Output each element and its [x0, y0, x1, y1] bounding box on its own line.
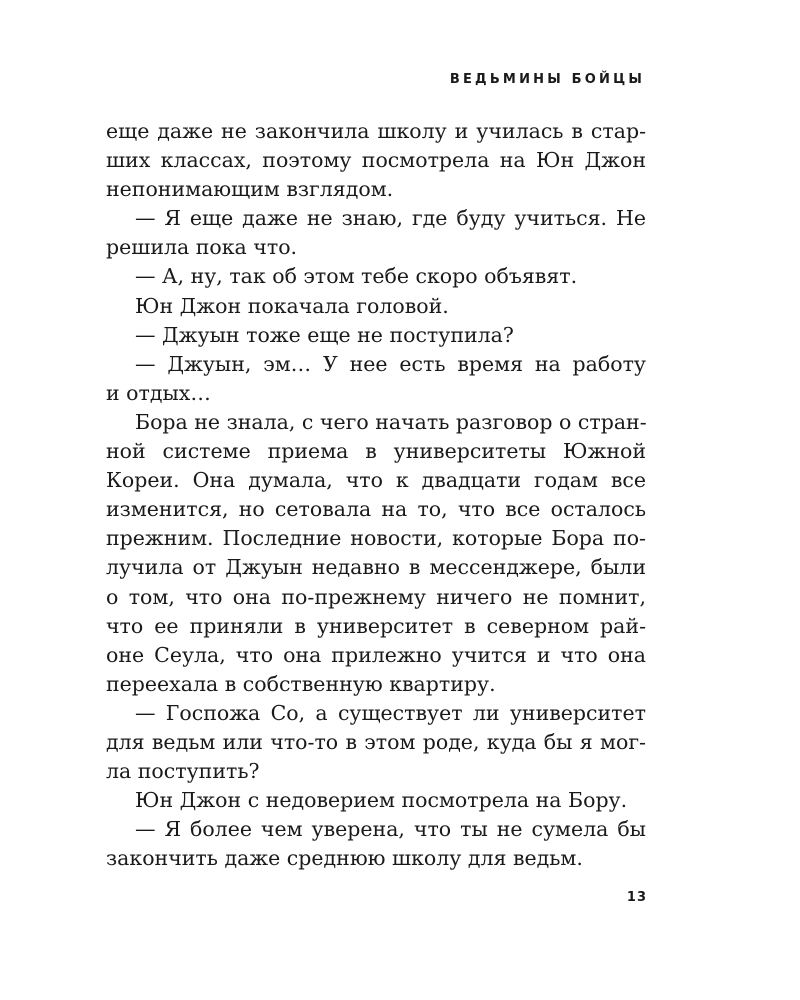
text-line: изменится, но сетовала на то, что все осталось [106, 497, 646, 522]
text-line: Юн Джон с недоверием посмотрела на Бору. [135, 788, 628, 813]
text-line: Юн Джон покачала головой. [135, 293, 449, 318]
text-line: решила пока что. [106, 235, 298, 260]
body-text [106, 117, 646, 873]
text-line: оне Сеула, что она прилежно учится и что она [106, 642, 646, 667]
text-line: — Я более чем уверена, что ты не сумела бы [135, 817, 646, 842]
text-line: — А, ну, так об этом тебе скоро объявят. [135, 264, 578, 289]
text-line: ла поступить? [106, 759, 260, 784]
text-line: — Я еще даже не знаю, где буду учиться. Не [135, 206, 646, 231]
text-line: еще даже не закончила школу и училась в стар- [106, 119, 646, 143]
text-line: для ведьм или что-то в этом роде, куда бы я мог- [106, 729, 646, 754]
text-line: переехала в собственную квартиру. [106, 671, 496, 696]
page-number: 13 [626, 890, 647, 905]
text-line: о том, что она по-прежнему ничего не помнит, [106, 584, 646, 609]
text-line: лучила от Джуын недавно в мессенджере, были [106, 555, 646, 580]
text-line: Бора не знала, с чего начать разговор о стран- [135, 409, 647, 434]
text-line: ших классах, поэтому посмотрела на Юн Джон [106, 148, 646, 173]
text-line: — Джуын тоже еще не поступила? [135, 322, 514, 347]
text-line: Кореи. Она думала, что к двадцати годам все [106, 468, 646, 493]
text-line: что ее приняли в университет в северном рай- [106, 613, 646, 638]
text-line: и отдых… [106, 380, 211, 405]
text-line: — Госпожа Со, а существует ли университет [135, 700, 646, 725]
text-line: — Джуын, эм… У нее есть время на работу [135, 351, 646, 376]
text-line: ной системе приема в университеты Южной [106, 439, 646, 464]
text-line: прежним. Последние новости, которые Бора по- [106, 526, 646, 551]
text-line: закончить даже среднюю школу для ведьм. [106, 846, 583, 871]
text-line: непонимающим взглядом. [106, 177, 394, 202]
running-head: ВЕДЬМИНЫ БОЙЦЫ [449, 72, 645, 87]
